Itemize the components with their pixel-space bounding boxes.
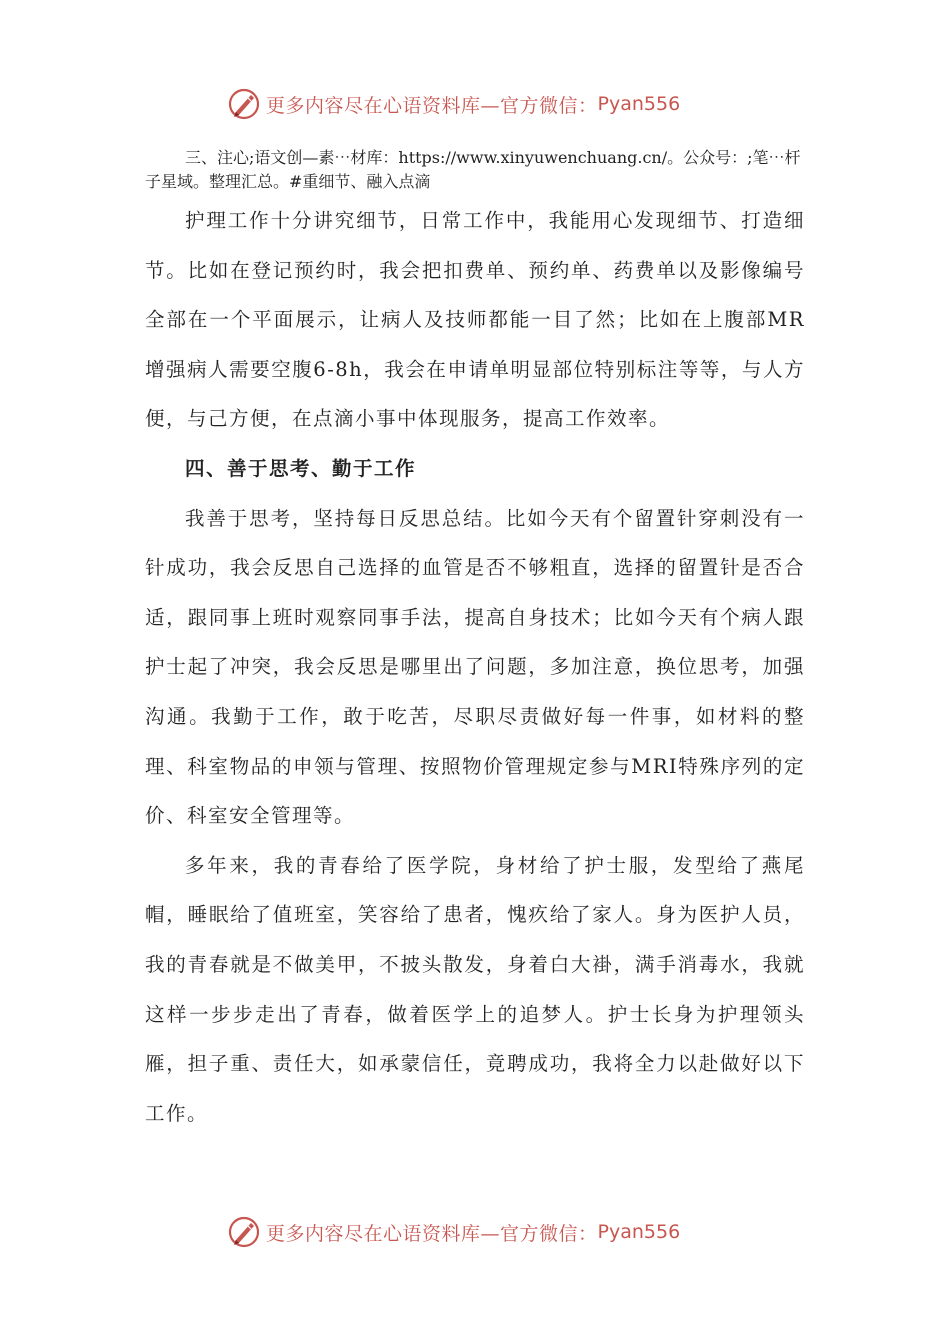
pen-logo-icon <box>226 86 262 122</box>
section-header-line: 三、注心;语文创—素⋯材库：https://www.xinyuwenchuang.cn/。公众号：;笔⋯杆子星域。整理汇总。#重细节、融入点滴 <box>145 148 801 191</box>
paragraph-youth: 多年来，我的青春给了医学院，身材给了护士服，发型给了燕尾帽，睡眠给了值班室，笑容给了患者，愧疚给了家人。身为医护人员，我的青春就是不做美甲，不披头散发，身着白大褂，满手消毒水，我就这样一步步走出了青春，做着医学上的追梦人。护士长身为护理领头雁，担子重、责任大，如承蒙信任，竟聘成功，我将全力以赴做好以下工作。 <box>145 853 805 1125</box>
watermark-text: 更多内容尽在心语资料库—官方微信： <box>266 1222 598 1245</box>
watermark-banner-bottom <box>226 1212 746 1252</box>
section-heading-four: 四、善于思考、勤于工作 <box>185 456 417 480</box>
watermark-text: 更多内容尽在心语资料库—官方微信： <box>266 94 598 117</box>
paragraph-details: 护理工作十分讲究细节，日常工作中，我能用心发现细节、打造细节。比如在登记预约时，我会把扣费单、预约单、药费单以及影像编号全部在一个平面展示，让病人及技师都能一目了然；比如在上腹部MR增强病人需要空腹6-8h，我会在申请单明显部位特别标注等等，与人方便，与己方便，在点滴小事中体现服务，提高工作效率。 <box>145 209 805 431</box>
pen-logo-icon <box>226 1214 262 1250</box>
watermark-banner-top <box>226 84 746 124</box>
watermark-id: Pyan556 <box>597 93 681 115</box>
paragraph-thinking: 我善于思考，坚持每日反思总结。比如今天有个留置针穿刺没有一针成功，我会反思自己选择的血管是否不够粗直，选择的留置针是否合适，跟同事上班时观察同事手法，提高自身技术；比如今天有个病人跟护士起了冲突，我会反思是哪里出了问题，多加注意，换位思考，加强沟通。我勤于工作，敢于吃苦，尽职尽责做好每一件事，如材料的整理、科室物品的申领与管理、按照物价管理规定参与MRI特殊序列的定价、科室安全管理等。 <box>145 506 805 828</box>
watermark-id: Pyan556 <box>597 1221 681 1243</box>
document-body <box>145 146 805 1138</box>
